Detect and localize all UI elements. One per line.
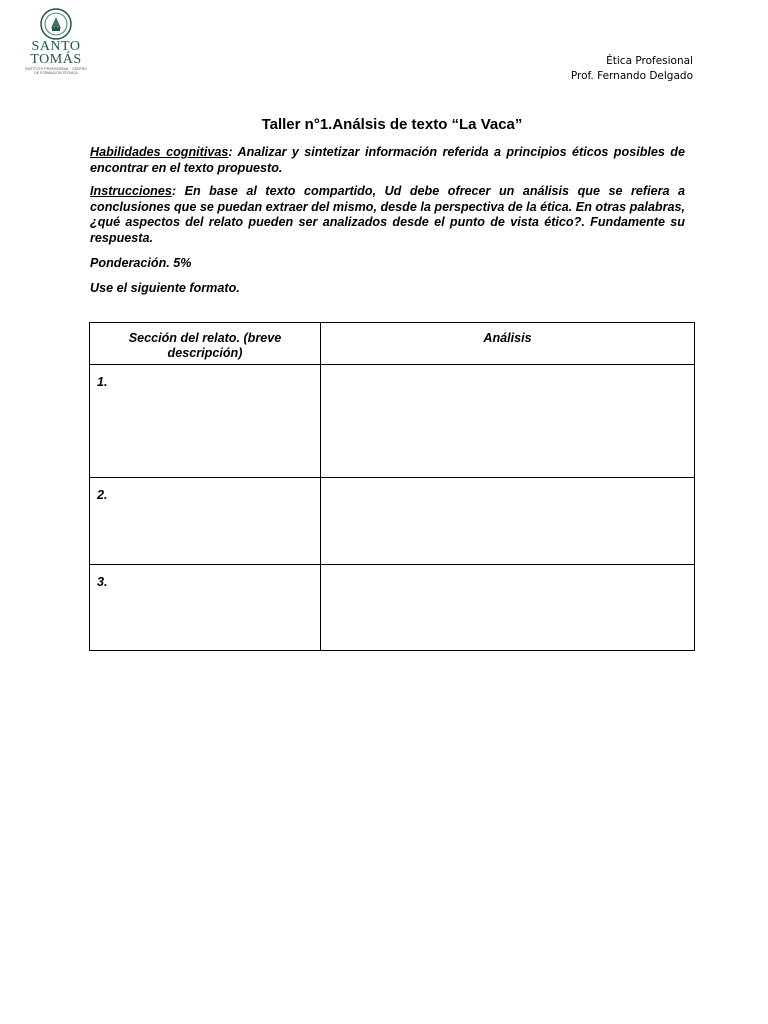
- instructions-paragraph: [90, 184, 685, 246]
- analysis-cell[interactable]: [321, 365, 695, 478]
- row-number: 3.: [90, 565, 321, 651]
- institution-logo: [24, 8, 88, 75]
- table-row: [90, 478, 695, 565]
- analysis-cell[interactable]: [321, 565, 695, 651]
- course-info: [571, 54, 693, 84]
- logo-line1: SANTO: [31, 39, 81, 54]
- table-row: [90, 565, 695, 651]
- table-header-row: [90, 323, 695, 365]
- professor-name: Prof. Fernando Delgado: [570, 70, 693, 82]
- row-number: 2.: [90, 478, 321, 565]
- logo-line2: TOMÁS: [30, 52, 82, 67]
- instructions-label: Instrucciones: [90, 184, 172, 198]
- weighting-text: Ponderación. 5%: [90, 256, 192, 270]
- header-analysis: Análisis: [321, 323, 695, 365]
- skills-paragraph: [90, 145, 685, 176]
- format-note: Use el siguiente formato.: [90, 281, 240, 295]
- table-row: [90, 365, 695, 478]
- course-name: Ética Profesional: [606, 55, 693, 67]
- analysis-table: [89, 322, 695, 651]
- skills-label: Habilidades cognitivas: [90, 145, 229, 159]
- instructions-text: : En base al texto compartido, Ud debe ofrecer un análisis que se refiera a conclusiones que se puedan extraer del mismo, desde la perspectiva de la ética. En otras palabras, ¿qué aspectos del relato pueden ser analizados desde el punto de vista ético?. Fundamente su respuesta.: [90, 184, 685, 245]
- document-title: Taller n°1.Análsis de texto “La Vaca”: [261, 116, 523, 133]
- header-section: Sección del relato. (breve descripción): [90, 323, 321, 365]
- logo-tagline: INSTITUTO PROFESIONAL · CENTRO DE FORMACIÓN TÉCNICA: [24, 67, 88, 75]
- analysis-cell[interactable]: [321, 478, 695, 565]
- row-number: 1.: [90, 365, 321, 478]
- seal-icon: [40, 8, 72, 40]
- skills-text: : Analizar y sintetizar información referida a principios éticos posibles de encontrar en el texto propuesto.: [90, 145, 685, 175]
